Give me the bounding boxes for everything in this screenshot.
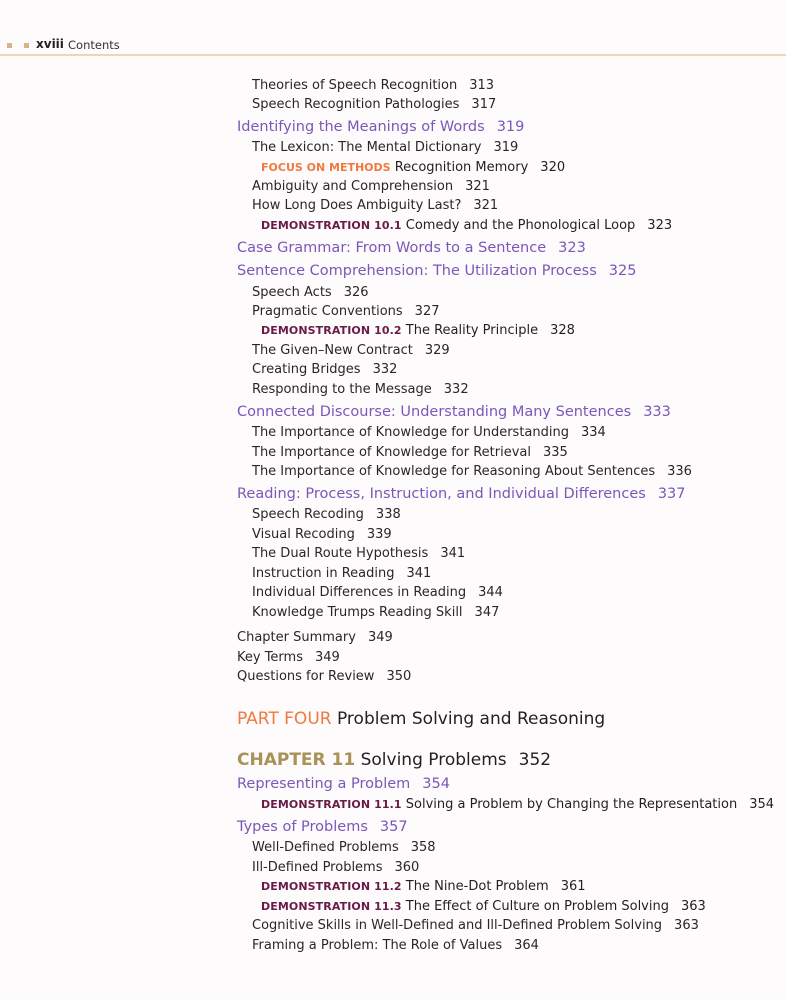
entry-title: Knowledge Trumps Reading Skill xyxy=(252,605,463,620)
ornament-square-icon xyxy=(7,43,12,48)
entry-page-number: 357 xyxy=(379,819,408,835)
entry-title: The Dual Route Hypothesis xyxy=(252,546,429,561)
toc-entry xyxy=(252,546,465,561)
entry-tag: CHAPTER 11 xyxy=(237,750,356,770)
entry-page-number: 333 xyxy=(643,404,671,420)
entry-page-number: 328 xyxy=(550,323,575,338)
entry-page-number: 361 xyxy=(560,879,586,894)
toc-entry xyxy=(261,797,774,812)
entry-page-number: 319 xyxy=(493,140,519,155)
toc-entry xyxy=(252,382,469,397)
toc-entry xyxy=(252,464,692,479)
entry-page-number: 338 xyxy=(375,507,401,522)
entry-page-number: 313 xyxy=(469,78,495,93)
toc-entry xyxy=(252,938,539,953)
entry-title: Responding to the Message xyxy=(252,382,432,397)
header-rule xyxy=(0,54,786,56)
entry-title: Identifying the Meanings of Words xyxy=(237,119,485,135)
entry-title: Visual Recoding xyxy=(252,527,355,542)
entry-title: Chapter Summary xyxy=(237,630,356,645)
toc-entry xyxy=(237,709,605,729)
toc-entry xyxy=(252,527,392,542)
entry-page-number: 332 xyxy=(443,382,469,397)
entry-title: Instruction in Reading xyxy=(252,566,395,581)
toc-entry xyxy=(261,879,586,894)
toc-entry xyxy=(237,819,408,835)
entry-page-number: 321 xyxy=(465,179,490,194)
entry-title: Case Grammar: From Words to a Sentence xyxy=(237,240,547,256)
header-title: Contents xyxy=(68,38,120,52)
toc-entry xyxy=(252,507,401,522)
toc-entry xyxy=(237,630,393,645)
toc-entry xyxy=(237,486,686,502)
entry-page-number: 349 xyxy=(367,630,393,645)
toc-entry xyxy=(261,899,706,914)
toc-entry xyxy=(252,860,419,875)
toc-entry xyxy=(237,240,586,256)
entry-page-number: 317 xyxy=(471,97,497,112)
entry-tag: DEMONSTRATION 11.1 xyxy=(261,798,402,811)
entry-title: Problem Solving and Reasoning xyxy=(336,709,606,729)
entry-title: Speech Recoding xyxy=(252,507,364,522)
entry-page-number: 354 xyxy=(749,797,775,812)
entry-title: The Reality Principle xyxy=(405,323,539,338)
toc-entry xyxy=(261,218,672,233)
entry-page-number: 354 xyxy=(422,776,450,792)
toc-entry xyxy=(252,605,499,620)
entry-title: The Importance of Knowledge for Understanding xyxy=(252,425,569,440)
entry-page-number: 341 xyxy=(406,566,432,581)
entry-page-number: 329 xyxy=(424,343,450,358)
entry-title: Theories of Speech Recognition xyxy=(252,78,458,93)
entry-title: Questions for Review xyxy=(237,669,375,684)
entry-title: Individual Differences in Reading xyxy=(252,585,467,600)
entry-page-number: 344 xyxy=(478,585,503,600)
toc-entry xyxy=(237,119,524,135)
running-header xyxy=(0,34,786,54)
entry-page-number: 332 xyxy=(372,362,398,377)
entry-title: Well-Defined Problems xyxy=(252,840,399,855)
entry-title: Connected Discourse: Understanding Many Sentences xyxy=(237,404,632,420)
entry-title: Ill-Defined Problems xyxy=(252,860,383,875)
entry-page-number: 326 xyxy=(343,285,369,300)
toc-entry xyxy=(252,918,699,933)
toc-entry xyxy=(252,343,450,358)
entry-title: Ambiguity and Comprehension xyxy=(252,179,454,194)
toc-entry xyxy=(237,750,551,770)
page-number: xviii xyxy=(36,37,64,51)
toc-entry xyxy=(237,404,671,420)
entry-title: Framing a Problem: The Role of Values xyxy=(252,938,503,953)
toc-entry xyxy=(252,445,568,460)
entry-title: Key Terms xyxy=(237,650,303,665)
entry-title: Comedy and the Phonological Loop xyxy=(405,218,636,233)
entry-page-number: 325 xyxy=(608,263,637,279)
entry-page-number: 347 xyxy=(474,605,500,620)
entry-page-number: 335 xyxy=(542,445,568,460)
toc-entry xyxy=(252,179,490,194)
entry-page-number: 358 xyxy=(410,840,436,855)
entry-page-number: 364 xyxy=(514,938,539,953)
entry-page-number: 337 xyxy=(657,486,686,502)
entry-page-number: 336 xyxy=(667,464,692,479)
entry-title: The Lexicon: The Mental Dictionary xyxy=(252,140,482,155)
entry-page-number: 320 xyxy=(540,160,566,175)
toc-entry xyxy=(252,425,606,440)
entry-tag: DEMONSTRATION 11.3 xyxy=(261,900,402,913)
entry-title: Sentence Comprehension: The Utilization Process xyxy=(237,263,597,279)
entry-title: Pragmatic Conventions xyxy=(252,304,403,319)
entry-page-number: 334 xyxy=(580,425,606,440)
entry-title: Speech Recognition Pathologies xyxy=(252,97,460,112)
entry-title: Solving a Problem by Changing the Representation xyxy=(405,797,738,812)
toc-entry xyxy=(252,97,496,112)
entry-title: Cognitive Skills in Well-Defined and Ill-Defined Problem Solving xyxy=(252,918,663,933)
entry-page-number: 319 xyxy=(496,119,525,135)
entry-title: The Effect of Culture on Problem Solving xyxy=(405,899,669,914)
entry-page-number: 323 xyxy=(558,240,586,256)
toc-entry xyxy=(252,140,518,155)
toc-entry xyxy=(237,776,450,792)
entry-title: The Given–New Contract xyxy=(252,343,413,358)
entry-title: The Importance of Knowledge for Retrieval xyxy=(252,445,531,460)
entry-title: Solving Problems xyxy=(360,750,507,770)
entry-page-number: 352 xyxy=(518,750,552,770)
entry-title: Reading: Process, Instruction, and Individual Differences xyxy=(237,486,646,502)
toc-entry xyxy=(261,160,565,175)
entry-title: The Importance of Knowledge for Reasoning About Sentences xyxy=(252,464,656,479)
entry-tag: DEMONSTRATION 10.1 xyxy=(261,219,402,232)
toc-entry xyxy=(252,304,440,319)
entry-page-number: 341 xyxy=(440,546,466,561)
entry-page-number: 363 xyxy=(674,918,699,933)
toc-entry xyxy=(252,362,397,377)
entry-title: Types of Problems xyxy=(237,819,368,835)
entry-page-number: 350 xyxy=(386,669,412,684)
entry-page-number: 327 xyxy=(414,304,440,319)
toc-entry xyxy=(237,650,340,665)
entry-page-number: 339 xyxy=(366,527,392,542)
entry-title: The Nine-Dot Problem xyxy=(405,879,549,894)
toc-entry xyxy=(252,78,494,93)
toc-entry xyxy=(252,840,436,855)
entry-title: Representing a Problem xyxy=(237,776,411,792)
entry-tag: DEMONSTRATION 10.2 xyxy=(261,324,402,337)
entry-tag: DEMONSTRATION 11.2 xyxy=(261,880,402,893)
entry-tag: FOCUS ON METHODS xyxy=(261,161,391,174)
toc-entry xyxy=(237,669,411,684)
toc-entry xyxy=(261,323,575,338)
toc-entry xyxy=(252,285,369,300)
entry-title: Speech Acts xyxy=(252,285,332,300)
entry-page-number: 360 xyxy=(394,860,420,875)
entry-title: How Long Does Ambiguity Last? xyxy=(252,198,462,213)
toc-entry xyxy=(252,566,431,581)
entry-title: Recognition Memory xyxy=(394,160,529,175)
toc-entry xyxy=(252,585,503,600)
entry-title: Creating Bridges xyxy=(252,362,361,377)
entry-page-number: 321 xyxy=(473,198,499,213)
entry-page-number: 363 xyxy=(680,899,706,914)
entry-tag: PART FOUR xyxy=(237,709,332,729)
toc-entry xyxy=(252,198,498,213)
entry-page-number: 349 xyxy=(314,650,340,665)
toc-entry xyxy=(237,263,636,279)
entry-page-number: 323 xyxy=(647,218,673,233)
ornament-square-icon xyxy=(24,43,29,48)
